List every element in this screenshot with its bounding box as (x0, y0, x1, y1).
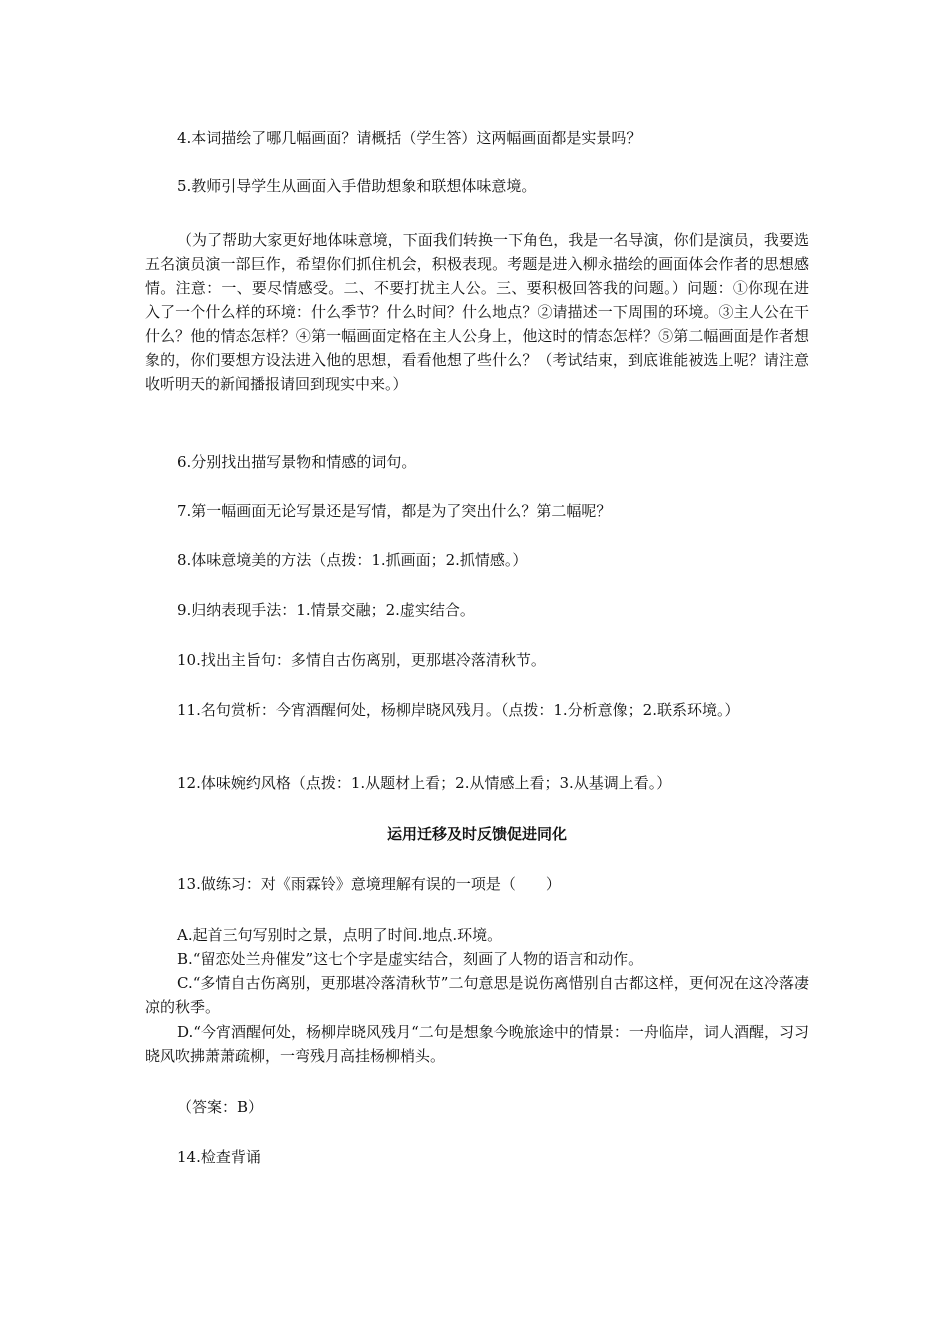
question-8: 8.体味意境美的方法（点拨：1.抓画面；2.抓情感。） (177, 551, 528, 569)
section-heading: 运用迁移及时反馈促进同化 (386, 825, 567, 843)
question-11: 11.名句赏析：今宵酒醒何处，杨柳岸晓风残月。（点拨：1.分析意像；2.联系环境。） (177, 701, 740, 719)
teacher-note-paragraph: （为了帮助大家更好地体味意境，下面我们转换一下角色，我是一名导演，你们是演员，我要选五名演员演一部巨作，希望你们抓住机会，积极表现。考题是进入柳永描绘的画面体会作者的思想感情。注意：一、要尽情感受。二、不要打扰主人公。三、要积极回答我的问题。）问题：①你现在进入了一个什么样的环境：什么季节？什么时间？什么地点？②请描述一下周围的环境。③主人公在干什么？他的情态怎样？④第一幅画面定格在主人公身上，他这时的情态怎样？⑤第二幅画面是作者想象的，你们要想方设法进入他的思想，看看他想了些什么？（考试结束，到底谁能被选上呢？请注意收听明天的新闻播报请回到现实中来。） (145, 231, 809, 393)
option-a: A.起首三句写别时之景，点明了时间.地点.环境。 (177, 926, 503, 944)
question-4: 4.本词描绘了哪几幅画面？请概括（学生答）这两幅画面都是实景吗？ (177, 129, 642, 147)
option-c: C.“多情自古伤离别，更那堪冷落清秋节”二句意思是说伤离惜别自古都这样，更何况在这冷落凄凉的秋季。 (145, 974, 809, 1016)
question-5: 5.教师引导学生从画面入手借助想象和联想体味意境。 (177, 177, 537, 195)
option-d: D.“今宵酒醒何处，杨柳岸晓风残月“二句是想象今晚旅途中的情景：一舟临岸，词人酒醒，习习晓风吹拂萧萧疏柳，一弯残月高挂杨柳梢头。 (145, 1023, 809, 1065)
question-12: 12.体味婉约风格（点拨：1.从题材上看；2.从情感上看；3.从基调上看。） (177, 774, 672, 792)
answer: （答案：B） (177, 1098, 264, 1116)
question-9: 9.归纳表现手法：1.情景交融；2.虚实结合。 (177, 601, 475, 619)
question-6: 6.分别找出描写景物和情感的词句。 (177, 453, 417, 471)
question-10: 10.找出主旨句：多情自古伤离别，更那堪冷落清秋节。 (177, 651, 546, 669)
question-14: 14.检查背诵 (177, 1148, 261, 1166)
question-7: 7.第一幅画面无论写景还是写情，都是为了突出什么？第二幅呢？ (177, 502, 612, 520)
option-b: B.“留恋处兰舟催发”这七个字是虚实结合，刻画了人物的语言和动作。 (177, 950, 644, 968)
question-13: 13.做练习：对《雨霖铃》意境理解有误的一项是（ ） (177, 875, 561, 893)
